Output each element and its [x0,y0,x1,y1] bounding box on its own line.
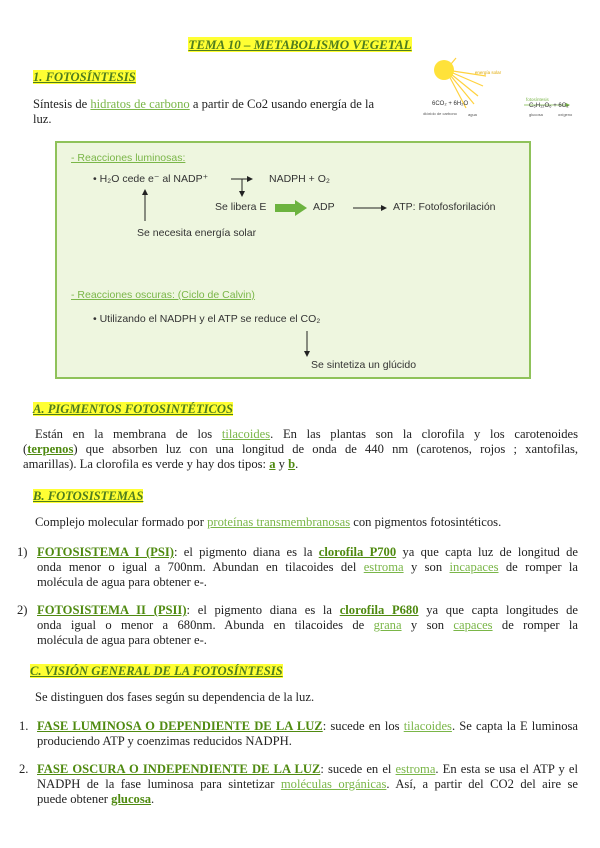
term-glucosa: glucosa [111,792,152,806]
sun-label: energía solar [474,70,502,75]
term-fase-luminosa: FASE LUMINOSA O DEPENDIENTE DE LA LUZ [37,719,323,733]
section-heading-pigmentos: A. PIGMENTOS FOTOSINTÉTICOS [33,402,234,416]
term-psi: FOTOSISTEMA I (PSI) [37,545,174,559]
term-capaces: capaces [453,618,493,632]
term-psii: FOTOSISTEMA II (PSII) [37,603,187,617]
section-vision-intro: Se distinguen dos fases según su dependencia de la luz. [35,690,315,704]
equation-sub-co2: dióxido de carbono [423,111,457,116]
link-a: a [269,457,276,471]
section-heading-fotosintesis: 1. FOTOSÍNTESIS [33,70,136,84]
list-item-psi: FOTOSISTEMA I (PSI): el pigmento diana es la clorofila P700 ya que capta luz de longitud de onda menor o igual a 700nm. Abundan en tilacoides del estroma y son incapaces de romper la molécula de agua para obtener e-. [37,545,579,589]
list-item-fase-luminosa: FASE LUMINOSA O DEPENDIENTE DE LA LUZ: sucede en los tilacoides. Se capta la E luminosa produciendo ATP y coenzimas reducidos NADPH. [37,719,578,748]
light-step-1: • H₂O cede e⁻ al NADP⁺ [93,173,209,185]
equation-reactants: 6CO₂ + 6H₂O [432,101,469,107]
photosynthesis-equation [408,56,586,128]
section-heading-vision-general: C. VISIÓN GENERAL DE LA FOTOSÍNTESIS [30,664,283,678]
list-number: 2) [17,603,28,617]
list-number: 1. [19,719,29,733]
light-product: NADPH + O₂ [269,173,330,185]
list-number: 1) [17,545,28,559]
link-proteinas: proteínas transmembranosas [207,515,351,529]
link-terpenos: terpenos [27,442,74,456]
link-b: b [288,457,296,471]
term-tilacoides: tilacoides [403,719,452,733]
equation-sub-glucosa: glucosa [529,112,543,117]
equation-sub-oxigeno: oxígeno [558,112,573,117]
list-item-psii: FOTOSISTEMA II (PSII): el pigmento diana es la clorofila P680 ya que capta longitudes de onda igual o menor a 680nm. Abunda en tilacoides de grana y son capaces de romper la molécula de agua para obtener e-. [37,603,578,647]
term-estroma-2: estroma [395,762,436,776]
equation-sub-agua: agua [468,112,477,117]
section-fotosistemas-intro: Complejo molecular formado por proteínas transmembranosas con pigmentos fotosintéticos. [35,515,502,529]
link-tilacoides: tilacoides [221,427,271,441]
term-grana: grana [373,618,402,632]
term-incapaces: incapaces [449,560,499,574]
dark-reactions-heading: - Reacciones oscuras: (Ciclo de Calvin) [71,289,255,301]
section-intro: Síntesis de hidratos de carbono a partir de Co2 usando energía de la luz. [33,97,375,126]
dark-result: Se sintetiza un glúcido [311,359,417,371]
term-p700: clorofila P700 [318,545,397,559]
page-title: TEMA 10 – METABOLISMO VEGETAL [188,37,412,52]
list-item-fase-oscura: FASE OSCURA O INDEPENDIENTE DE LA LUZ: sucede en el estroma. En esta se usa el ATP y el NADPH de la fase luminosa para sintetizar moléculas orgánicas. Así, a partir del CO2 del aire se puede obtener glucosa. [37,762,578,806]
term-p680: clorofila P680 [339,603,419,617]
light-needs: Se necesita energía solar [137,227,257,239]
term-moleculas-organicas: moléculas orgánicas [280,777,387,791]
light-atp: ATP: Fotofosforilación [393,201,496,213]
light-reactions-heading: - Reacciones luminosas: [71,152,186,164]
equation-products: C₆H₁₂O₆ + 6O₂ [529,103,569,109]
dark-step-1: • Utilizando el NADPH y el ATP se reduce el CO₂ [93,313,321,325]
section-pigmentos-text: Están en la membrana de los tilacoides. En las plantas son la clorofila y los carotenoides (terpenos) que absorben luz con una longitud de onda de 440 nm (carotenos, rojos ; xantofilas, amarillas). La clorofila es verde y hay dos tipos: a y b. [23,427,579,471]
reactions-diagram [55,141,531,379]
list-number: 2. [19,762,29,776]
sun-icon [408,56,586,128]
light-adp: ADP [313,201,335,213]
term-fase-oscura: FASE OSCURA O INDEPENDIENTE DE LA LUZ [37,762,321,776]
equation-arrow-label: fotosíntesis [526,97,549,102]
link-hidratos: hidratos de carbono [90,97,190,111]
section-heading-fotosistemas: B. FOTOSISTEMAS [33,489,144,503]
light-releases: Se libera E [215,201,267,213]
term-estroma: estroma [363,560,404,574]
